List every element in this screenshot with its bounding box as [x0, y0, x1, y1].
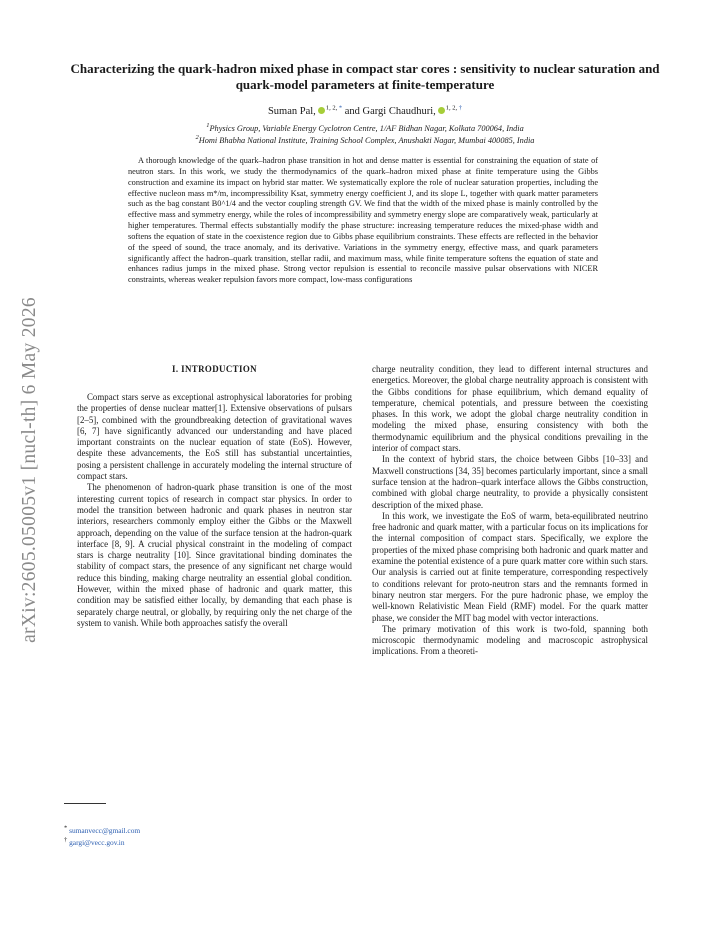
section-heading: I. INTRODUCTION	[172, 364, 257, 374]
author-1-name: Suman Pal,	[267, 106, 316, 117]
affiliation-2-number: 2	[195, 134, 199, 142]
paragraph: In this work, we investigate the EoS of warm, beta-equilibrated neutrino free hadronic and quark matter, with a particular focus on its implications for the internal composition of compact stars. Specifically, we explore the properties of the mixed phase comprising both hadronic and quark matter and examine the potential existence of a pure quark matter core within such stars. Our analysis is carried out at finite temperature, corresponding respectively to conditions relevant for proto-neutron stars and the remnants formed in binary neutron star mergers. For the pure hadronic phase, we employ the well-known Relativistic Mean Field (RMF) model. For the quark matter phase, we consider the MIT bag model with vector interactions.	[372, 510, 648, 623]
orcid-icon[interactable]	[438, 107, 445, 114]
author-line	[70, 106, 660, 117]
affiliation-2	[70, 136, 660, 145]
paper-title: Characterizing the quark-hadron mixed phase in compact star cores : sensitivity to nuclear saturation and quark-model parameters at finite-temperature	[70, 61, 660, 92]
abstract-text: A thorough knowledge of the quark–hadron phase transition in hot and dense matter is essential for constraining the equation of state of neutron stars. In this work, we study the thermodynamics of the quark–hadron mixed phase at finite temperature using the Gibbs construction and examine its impact on hybrid star matter. We systematically explore the role of nuclear saturation properties, including the effective nucleon mass m*/m, incompressibility Ksat, symmetry energy coefficient J, and its slope L, together with quark matter parameters such as the bag constant B0^1/4 and the vector coupling strength GV. We find that the width of the mixed phase is mainly controlled by the effective mass and symmetry energy, while the roles of incompressibility and symmetry energy slope are comparatively weak, particularly at higher temperatures. Thermal effects substantially modify the phase structure: increasing temperature reduces the mixed-phase width and softens the equation of state in the coexistence region due to Gibbs phase equilibrium constraints. These effects are reflected in the behavior of the speed of sound, the trace anomaly, and its derivative. Variations in the symmetry energy, effective mass, and quark parameters significantly affect the hadron–quark transition, stellar radii, and maximum mass, while finite temperature softens the equation of state and enhances radius jumps in the mixed phase. Strong vector repulsion is essential to reconcile massive pulsar observations with NICER constraints, whereas weaker repulsion favors more compact, low-mass configurations	[128, 156, 598, 285]
author-2-footnote-mark[interactable]: †	[458, 104, 463, 112]
author-2-affil: 1, 2,	[445, 104, 459, 112]
author-1-affil: 1, 2,	[325, 104, 339, 112]
left-column	[77, 392, 352, 629]
email-link-1[interactable]: sumanvecc@gmail.com	[69, 826, 141, 835]
paragraph: Compact stars serve as exceptional astrophysical laboratories for probing the properties of dense nuclear matter[1]. Extensive observations of pulsars [2–5], combined with the groundbreaking detection of gravitational waves [6, 7] have significantly advanced our understanding and have placed important constraints on the nuclear equation of state (EoS). However, despite these advancements, the EoS still has substantial uncertainties, posing a persistent challenge in accurately modeling the internal structure of compact stars.	[77, 392, 352, 482]
footnote-2-mark: †	[64, 836, 68, 844]
paragraph: In the context of hybrid stars, the choice between Gibbs [10–33] and Maxwell constructions [34, 35] becomes particularly important, since a small surface tension at the hadron–quark interface allows the Gibbs construction, combined with global charge neutrality, to provide a physically consistent description of the mixed phase.	[372, 454, 648, 510]
paragraph: The phenomenon of hadron-quark phase transition is one of the most interesting current topics of research in compact star physics. In order to model the transition between hadronic and quark phases in neutron star interiors, researchers commonly employ either the Gibbs or the Maxwell approach, depending on the value of the surface tension at the hadron-quark interface [8, 9]. A crucial physical constraint in the modeling of compact stars is charge neutrality [10]. Since gravitational binding dominates the stability of compact stars, the presence of any significant net charge would reduce this binding, making charge neutrality an essential global condition. However, within the mixed phase of hadronic and quark matter, this condition may be satisfied either locally, by demanding that each phase is separately charge neutral, or globally, by requiring only the net charge of the system to vanish. While both approaches satisfy the overall	[77, 482, 352, 628]
arxiv-id: arXiv:2605.05005v1 [nucl-th] 6 May 2026	[19, 297, 40, 643]
footnote-2	[64, 838, 125, 847]
affiliation-1	[70, 124, 660, 133]
footnote-divider	[64, 803, 106, 804]
abstract	[128, 156, 598, 286]
affiliation-1-text: Physics Group, Variable Energy Cyclotron Centre, 1/AF Bidhan Nagar, Kolkata 700064, India	[209, 124, 524, 133]
footnote-1-mark: *	[64, 824, 68, 832]
affiliation-1-number: 1	[206, 122, 210, 130]
email-link-2[interactable]: gargi@vecc.gov.in	[69, 838, 125, 847]
paragraph: charge neutrality condition, they lead to different internal structures and energetics. Moreover, the global charge neutrality approach is consistent with the Gibbs conditions for phase equilibrium, which demand equality of temperature, chemical potentials, and pressure between the coexisting phases. In this work, we adopt the global charge neutrality condition in modeling the mixed phase, ensuring consistency with both the thermodynamic equilibrium and the physical conditions prevailing in the interior of compact stars.	[372, 364, 648, 454]
footnote-1	[64, 826, 140, 835]
paragraph: The primary motivation of this work is two-fold, spanning both microscopic thermodynamic modeling and macroscopic astrophysical implications. From a theoreti-	[372, 623, 648, 657]
author-conjunction: and	[342, 106, 363, 117]
arxiv-stamp	[0, 240, 60, 700]
author-2-name: Gargi Chaudhuri,	[362, 106, 436, 117]
right-column	[372, 364, 648, 658]
affiliation-2-text: Homi Bhabha National Institute, Training School Complex, Anushakti Nagar, Mumbai 400085, India	[198, 136, 535, 145]
author-1-footnote-mark[interactable]: *	[338, 104, 343, 112]
orcid-icon[interactable]	[318, 107, 325, 114]
